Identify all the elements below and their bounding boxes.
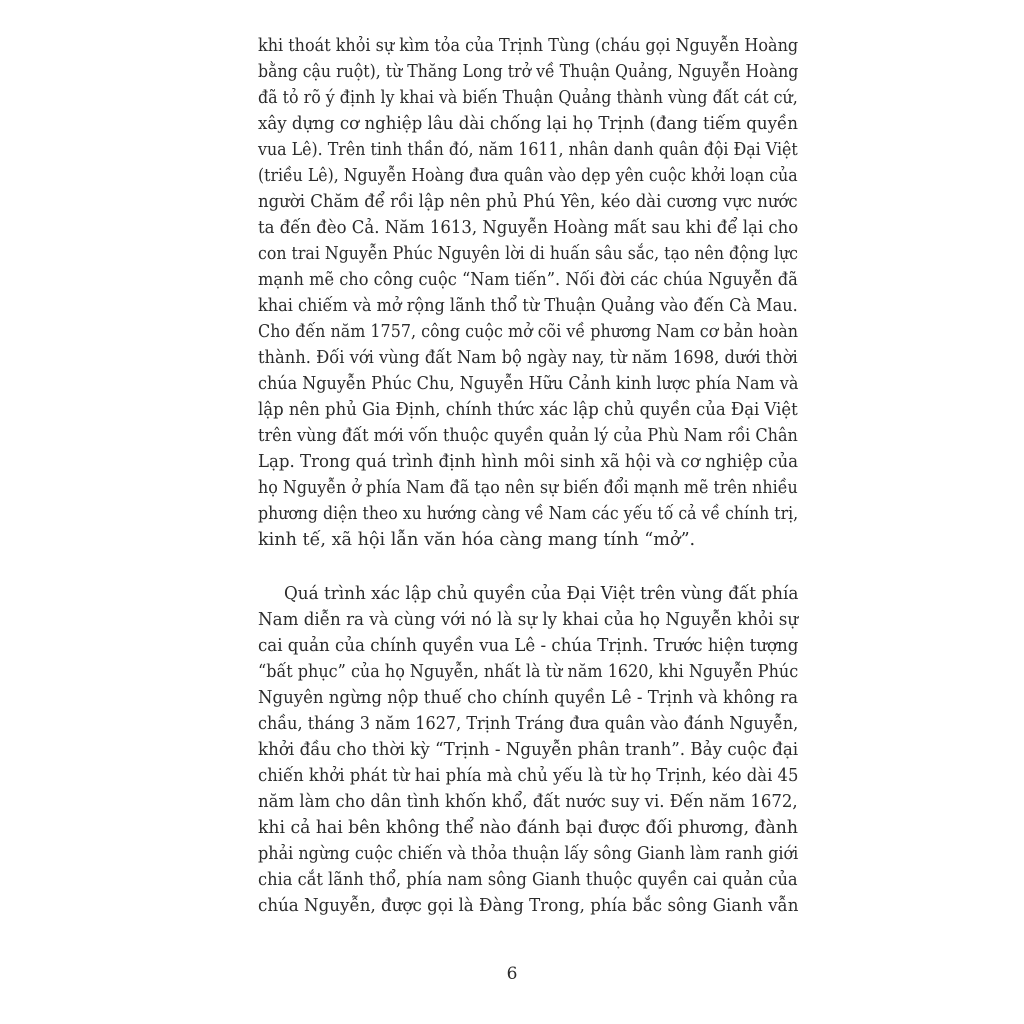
text-line: vua Lê). Trên tinh thần đó, năm 1611, nhân danh quân đội Đại Việt [258, 140, 798, 160]
text-line: khi thoát khỏi sự kìm tỏa của Trịnh Tùng (cháu gọi Nguyễn Hoàng [258, 36, 799, 56]
text-line: chúa Nguyễn Phúc Chu, Nguyễn Hữu Cảnh kinh lược phía Nam và [258, 374, 799, 394]
text-line: họ Nguyễn ở phía Nam đã tạo nên sự biến đổi mạnh mẽ trên nhiều [258, 478, 798, 498]
text-line: “bất phục” của họ Nguyễn, nhất là từ năm 1620, khi Nguyễn Phúc [258, 662, 799, 682]
text-line: đã tỏ rõ ý định ly khai và biến Thuận Quảng thành vùng đất cát cứ, [258, 88, 798, 108]
text-line: khai chiếm và mở rộng lãnh thổ từ Thuận Quảng vào đến Cà Mau. [258, 296, 798, 316]
text-line: năm làm cho dân tình khốn khổ, đất nước suy vi. Đến năm 1672, [258, 792, 798, 812]
text-line: (triều Lê), Nguyễn Hoàng đưa quân vào dẹp yên cuộc khởi loạn của [258, 166, 798, 186]
paragraph-first-line: Quá trình xác lập chủ quyền của Đại Việt trên vùng đất phía [284, 584, 799, 604]
text-line: người Chăm để rồi lập nên phủ Phú Yên, kéo dài cương vực nước [258, 192, 798, 212]
text-line: bằng cậu ruột), từ Thăng Long trở về Thuận Quảng, Nguyễn Hoàng [258, 62, 799, 82]
text-line: phương diện theo xu hướng càng về Nam các yếu tố cả về chính trị, [258, 504, 799, 524]
text-line: trên vùng đất mới vốn thuộc quyền quản lý của Phù Nam rồi Chân [258, 426, 798, 446]
text-line: chầu, tháng 3 năm 1627, Trịnh Tráng đưa quân vào đánh Nguyễn, [258, 714, 799, 734]
text-line: phải ngừng cuộc chiến và thỏa thuận lấy sông Gianh làm ranh giới [258, 844, 799, 864]
text-line: Lạp. Trong quá trình định hình môi sinh xã hội và cơ nghiệp của [258, 452, 799, 472]
text-line: thành. Đối với vùng đất Nam bộ ngày nay, từ năm 1698, dưới thời [258, 348, 798, 368]
text-line: kinh tế, xã hội lẫn văn hóa càng mang tính “mở”. [258, 530, 696, 550]
text-line: chúa Nguyễn, được gọi là Đàng Trong, phía bắc sông Gianh vẫn [258, 896, 799, 916]
text-line: Cho đến năm 1757, công cuộc mở cõi về phương Nam cơ bản hoàn [258, 322, 799, 342]
text-line: con trai Nguyễn Phúc Nguyên lời di huấn sâu sắc, tạo nên động lực [258, 244, 798, 264]
text-line: lập nên phủ Gia Định, chính thức xác lập chủ quyền của Đại Việt [258, 400, 798, 420]
text-line: mạnh mẽ cho công cuộc “Nam tiến”. Nối đời các chúa Nguyễn đã [258, 270, 798, 290]
text-line: khi cả hai bên không thể nào đánh bại được đối phương, đành [258, 818, 798, 838]
text-line: Nam diễn ra và cùng với nó là sự ly khai của họ Nguyễn khỏi sự [258, 610, 799, 630]
text-line: xây dựng cơ nghiệp lâu dài chống lại họ Trịnh (đang tiếm quyền [258, 114, 798, 134]
text-line: cai quản của chính quyền vua Lê - chúa Trịnh. Trước hiện tượng [258, 636, 799, 656]
text-line: chia cắt lãnh thổ, phía nam sông Gianh thuộc quyền cai quản của [258, 870, 798, 890]
text-line: ta đến đèo Cả. Năm 1613, Nguyễn Hoàng mất sau khi để lại cho [258, 218, 799, 238]
text-line: chiến khởi phát từ hai phía mà chủ yếu là từ họ Trịnh, kéo dài 45 [258, 766, 799, 786]
page-number: 6 [506, 964, 518, 984]
text-line: Nguyên ngừng nộp thuế cho chính quyền Lê - Trịnh và không ra [258, 688, 798, 708]
text-line: khởi đầu cho thời kỳ “Trịnh - Nguyễn phân tranh”. Bảy cuộc đại [258, 740, 799, 760]
